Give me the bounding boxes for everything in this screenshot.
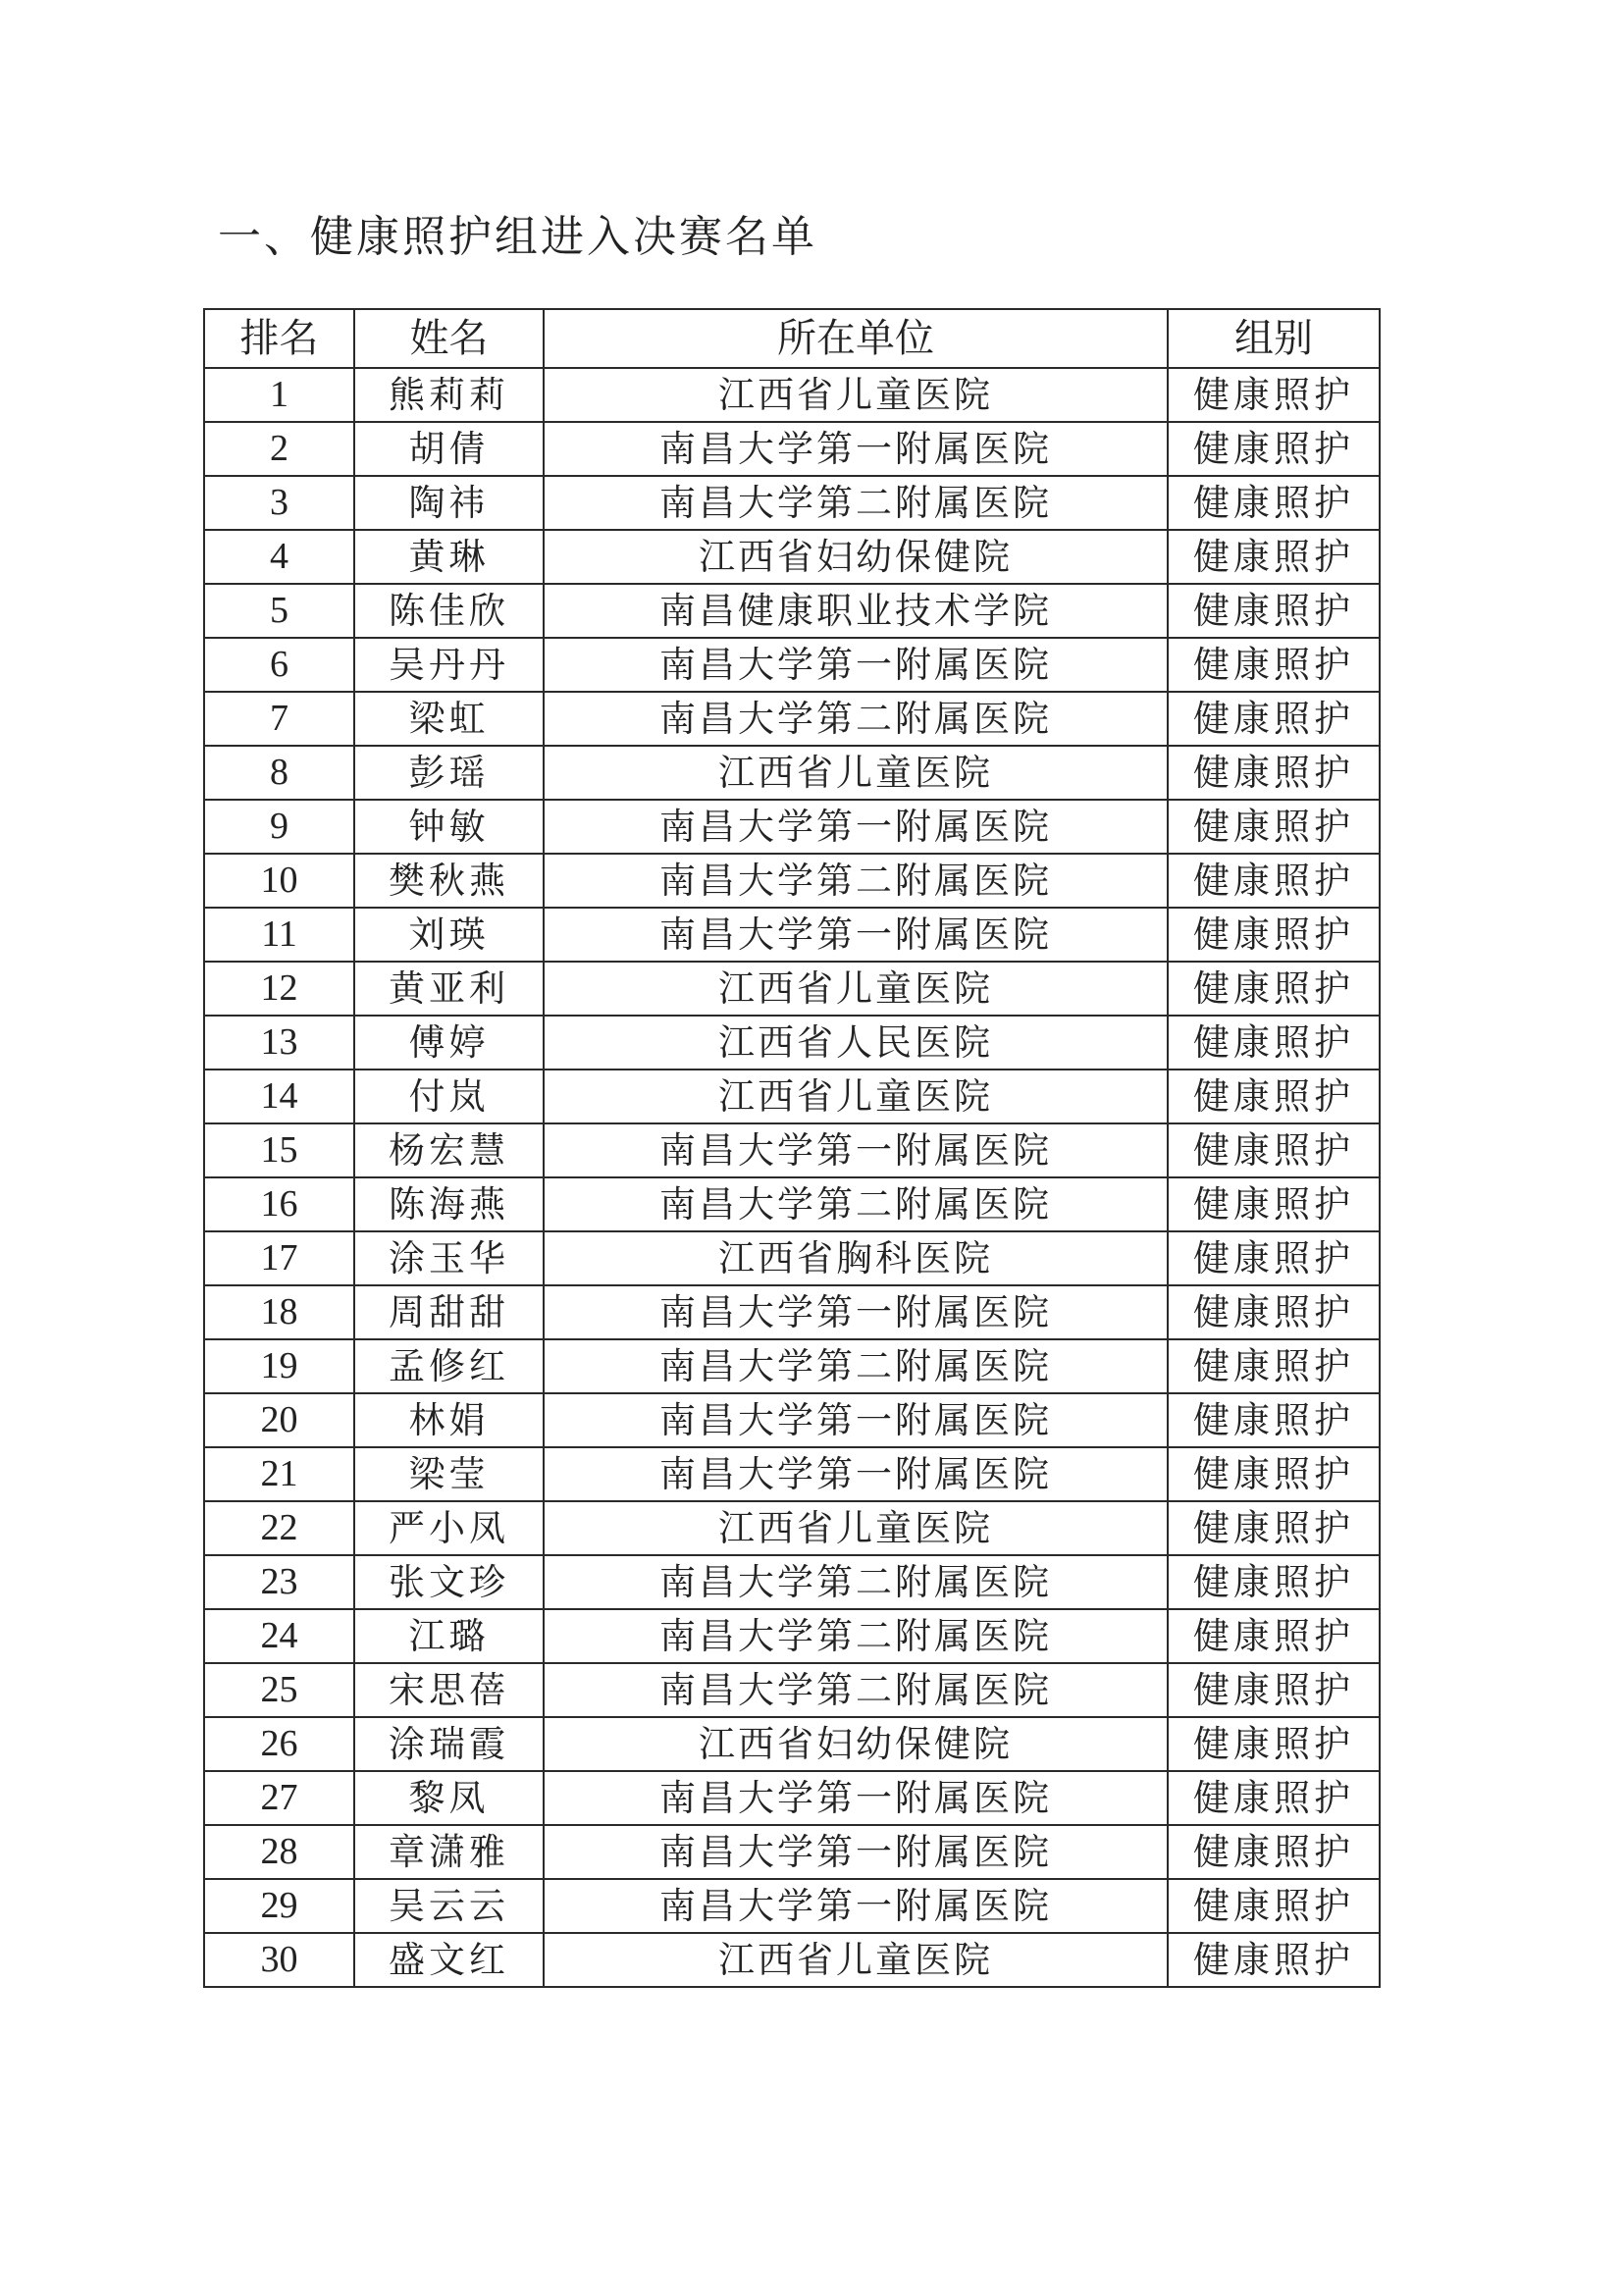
table-row: [204, 746, 1380, 800]
cell-group: 健康照护: [1168, 1177, 1380, 1231]
cell-rank: 5: [204, 584, 354, 638]
cell-rank: 26: [204, 1717, 354, 1771]
cell-group: 健康照护: [1168, 1123, 1380, 1177]
cell-rank: 21: [204, 1447, 354, 1501]
table-row: [204, 1447, 1380, 1501]
cell-unit: 南昌大学第一附属医院: [544, 1393, 1168, 1447]
cell-group: 健康照护: [1168, 1555, 1380, 1609]
cell-unit: 江西省儿童医院: [544, 962, 1168, 1016]
table-row: [204, 962, 1380, 1016]
table-row: [204, 638, 1380, 692]
cell-rank: 19: [204, 1339, 354, 1393]
cell-unit: 南昌大学第一附属医院: [544, 1447, 1168, 1501]
cell-name: 黄琳: [354, 530, 544, 584]
cell-name: 钟敏: [354, 800, 544, 854]
cell-unit: 江西省儿童医院: [544, 1070, 1168, 1123]
cell-group: 健康照护: [1168, 854, 1380, 908]
cell-group: 健康照护: [1168, 1070, 1380, 1123]
cell-name: 胡倩: [354, 422, 544, 476]
cell-rank: 25: [204, 1663, 354, 1717]
cell-unit: 南昌大学第一附属医院: [544, 1879, 1168, 1933]
table-row: [204, 854, 1380, 908]
cell-group: 健康照护: [1168, 692, 1380, 746]
cell-group: 健康照护: [1168, 908, 1380, 962]
table-row: [204, 1501, 1380, 1555]
cell-rank: 20: [204, 1393, 354, 1447]
table-row: [204, 1717, 1380, 1771]
cell-name: 傅婷: [354, 1016, 544, 1070]
cell-unit: 江西省人民医院: [544, 1016, 1168, 1070]
cell-group: 健康照护: [1168, 746, 1380, 800]
cell-rank: 24: [204, 1609, 354, 1663]
cell-rank: 8: [204, 746, 354, 800]
table-row: [204, 1231, 1380, 1285]
cell-rank: 14: [204, 1070, 354, 1123]
table-row: [204, 368, 1380, 422]
cell-group: 健康照护: [1168, 1933, 1380, 1987]
cell-unit: 南昌大学第一附属医院: [544, 638, 1168, 692]
cell-group: 健康照护: [1168, 530, 1380, 584]
cell-group: 健康照护: [1168, 1663, 1380, 1717]
cell-name: 付岚: [354, 1070, 544, 1123]
cell-name: 樊秋燕: [354, 854, 544, 908]
table-row: [204, 1609, 1380, 1663]
cell-rank: 9: [204, 800, 354, 854]
table-row: [204, 1933, 1380, 1987]
cell-name: 周甜甜: [354, 1285, 544, 1339]
cell-name: 吴云云: [354, 1879, 544, 1933]
cell-group: 健康照护: [1168, 1825, 1380, 1879]
cell-name: 彭瑶: [354, 746, 544, 800]
cell-name: 章潇雅: [354, 1825, 544, 1879]
cell-name: 熊莉莉: [354, 368, 544, 422]
cell-name: 刘瑛: [354, 908, 544, 962]
cell-rank: 10: [204, 854, 354, 908]
cell-rank: 23: [204, 1555, 354, 1609]
cell-name: 陈佳欣: [354, 584, 544, 638]
cell-group: 健康照护: [1168, 1231, 1380, 1285]
header-rank: 排名: [204, 309, 354, 368]
cell-rank: 28: [204, 1825, 354, 1879]
cell-unit: 江西省儿童医院: [544, 1933, 1168, 1987]
table-row: [204, 1123, 1380, 1177]
cell-group: 健康照护: [1168, 584, 1380, 638]
table-row: [204, 692, 1380, 746]
cell-rank: 1: [204, 368, 354, 422]
cell-group: 健康照护: [1168, 1879, 1380, 1933]
cell-name: 张文珍: [354, 1555, 544, 1609]
cell-unit: 南昌大学第二附属医院: [544, 692, 1168, 746]
table-row: [204, 800, 1380, 854]
cell-rank: 7: [204, 692, 354, 746]
cell-name: 陈海燕: [354, 1177, 544, 1231]
table-row: [204, 1825, 1380, 1879]
cell-group: 健康照护: [1168, 1016, 1380, 1070]
cell-name: 涂瑞霞: [354, 1717, 544, 1771]
cell-unit: 南昌大学第二附属医院: [544, 854, 1168, 908]
cell-unit: 江西省儿童医院: [544, 746, 1168, 800]
cell-unit: 南昌大学第一附属医院: [544, 1771, 1168, 1825]
cell-rank: 13: [204, 1016, 354, 1070]
cell-name: 梁虹: [354, 692, 544, 746]
cell-unit: 南昌大学第二附属医院: [544, 476, 1168, 530]
table-row: [204, 1070, 1380, 1123]
table-row: [204, 422, 1380, 476]
table-row: [204, 1879, 1380, 1933]
cell-group: 健康照护: [1168, 1609, 1380, 1663]
cell-unit: 南昌大学第二附属医院: [544, 1339, 1168, 1393]
cell-unit: 江西省儿童医院: [544, 1501, 1168, 1555]
cell-name: 杨宏慧: [354, 1123, 544, 1177]
table-header-row: [204, 309, 1380, 368]
cell-rank: 27: [204, 1771, 354, 1825]
cell-unit: 南昌大学第二附属医院: [544, 1177, 1168, 1231]
cell-group: 健康照护: [1168, 1447, 1380, 1501]
table-row: [204, 1339, 1380, 1393]
cell-unit: 江西省妇幼保健院: [544, 530, 1168, 584]
table-row: [204, 908, 1380, 962]
cell-unit: 南昌大学第一附属医院: [544, 422, 1168, 476]
cell-rank: 2: [204, 422, 354, 476]
cell-group: 健康照护: [1168, 1393, 1380, 1447]
cell-unit: 江西省妇幼保健院: [544, 1717, 1168, 1771]
cell-name: 陶祎: [354, 476, 544, 530]
cell-name: 宋思蓓: [354, 1663, 544, 1717]
cell-group: 健康照护: [1168, 638, 1380, 692]
cell-rank: 15: [204, 1123, 354, 1177]
cell-unit: 江西省儿童医院: [544, 368, 1168, 422]
table-row: [204, 1393, 1380, 1447]
cell-name: 吴丹丹: [354, 638, 544, 692]
cell-unit: 南昌大学第一附属医院: [544, 1825, 1168, 1879]
cell-name: 黎凤: [354, 1771, 544, 1825]
table-row: [204, 1663, 1380, 1717]
cell-unit: 江西省胸科医院: [544, 1231, 1168, 1285]
cell-unit: 南昌大学第一附属医院: [544, 800, 1168, 854]
cell-group: 健康照护: [1168, 1285, 1380, 1339]
cell-unit: 南昌大学第二附属医院: [544, 1663, 1168, 1717]
table-row: [204, 584, 1380, 638]
cell-name: 梁莹: [354, 1447, 544, 1501]
cell-rank: 18: [204, 1285, 354, 1339]
cell-rank: 17: [204, 1231, 354, 1285]
header-name: 姓名: [354, 309, 544, 368]
cell-unit: 南昌大学第二附属医院: [544, 1609, 1168, 1663]
cell-rank: 12: [204, 962, 354, 1016]
cell-group: 健康照护: [1168, 476, 1380, 530]
cell-rank: 3: [204, 476, 354, 530]
cell-unit: 南昌大学第二附属医院: [544, 1555, 1168, 1609]
cell-name: 盛文红: [354, 1933, 544, 1987]
header-group: 组别: [1168, 309, 1380, 368]
cell-name: 涂玉华: [354, 1231, 544, 1285]
table-row: [204, 1285, 1380, 1339]
cell-group: 健康照护: [1168, 800, 1380, 854]
cell-name: 江璐: [354, 1609, 544, 1663]
cell-name: 林娟: [354, 1393, 544, 1447]
cell-unit: 南昌大学第一附属医院: [544, 908, 1168, 962]
cell-group: 健康照护: [1168, 1717, 1380, 1771]
cell-rank: 4: [204, 530, 354, 584]
cell-unit: 南昌大学第一附属医院: [544, 1285, 1168, 1339]
cell-rank: 30: [204, 1933, 354, 1987]
header-unit: 所在单位: [544, 309, 1168, 368]
cell-rank: 6: [204, 638, 354, 692]
table-row: [204, 1771, 1380, 1825]
cell-group: 健康照护: [1168, 1501, 1380, 1555]
table-row: [204, 476, 1380, 530]
cell-name: 严小凤: [354, 1501, 544, 1555]
table-row: [204, 1555, 1380, 1609]
cell-group: 健康照护: [1168, 1339, 1380, 1393]
cell-name: 黄亚利: [354, 962, 544, 1016]
cell-group: 健康照护: [1168, 962, 1380, 1016]
cell-group: 健康照护: [1168, 1771, 1380, 1825]
table-row: [204, 1177, 1380, 1231]
cell-rank: 16: [204, 1177, 354, 1231]
cell-group: 健康照护: [1168, 368, 1380, 422]
cell-rank: 29: [204, 1879, 354, 1933]
cell-name: 孟修红: [354, 1339, 544, 1393]
finalist-table: [203, 308, 1381, 1988]
table-row: [204, 1016, 1380, 1070]
cell-group: 健康照护: [1168, 422, 1380, 476]
page-title: 一、健康照护组进入决赛名单: [218, 212, 817, 262]
cell-rank: 11: [204, 908, 354, 962]
table-row: [204, 530, 1380, 584]
cell-unit: 南昌大学第一附属医院: [544, 1123, 1168, 1177]
table-body: [204, 368, 1380, 1987]
cell-rank: 22: [204, 1501, 354, 1555]
cell-unit: 南昌健康职业技术学院: [544, 584, 1168, 638]
